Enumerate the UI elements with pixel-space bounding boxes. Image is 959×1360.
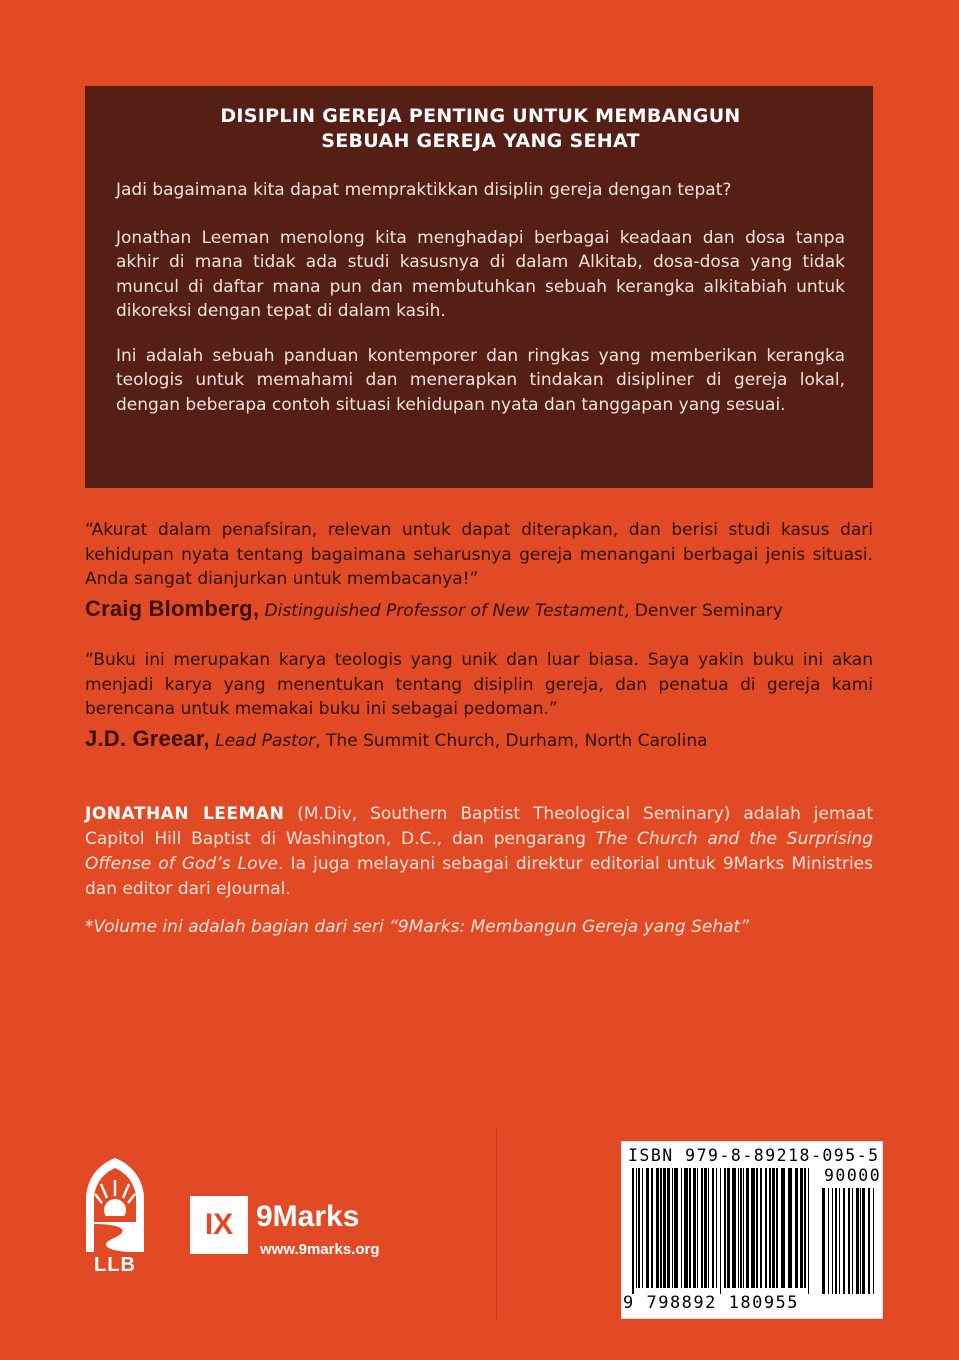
panel-paragraph-2: Ini adalah sebuah panduan kontemporer dan ringkas yang memberikan kerangka teologis untuk memahami dan menerapkan tindakan disipliner di gereja lokal, dengan beberapa contoh situasi kehidupan nyata dan tanggapan yang sesuai. xyxy=(116,345,845,415)
endorsement-attribution xyxy=(85,726,873,752)
endorsement-1 xyxy=(85,518,873,622)
isbn-number: ISBN 979-8-89218-095-5 xyxy=(628,1146,880,1165)
endorsement-quote: “Buku ini merupakan karya teologis yang unik dan luar biasa. Saya yakin buku ini akan menjadi karya yang menentukan tentang disiplin gereja, dan penatua di gereja kami berencana untuk memakai buku ini sebagai pedoman.” xyxy=(85,650,873,719)
panel-title-line-2: SEBUAH GEREJA YANG SEHAT xyxy=(321,130,640,152)
endorsement-quote: “Akurat dalam penafsiran, relevan untuk dapat diterapkan, dan berisi studi kasus dari kehidupan nyata tentang bagaimana seharusnya gereja menangani berbagai jenis situasi. Anda sangat dianjurkan untuk membacanya!” xyxy=(85,520,873,589)
vertical-divider xyxy=(496,1127,497,1320)
panel-paragraph-1: Jonathan Leeman menolong kita menghadapi berbagai keadaan dan dosa tanpa akhir di mana tidak ada studi kasusnya di dalam Alkitab, dosa-dosa yang tidak muncul di daftar mana pun dan membutuhkan sebuah kerangka alkitabiah untuk dikoreksi dengan tepat di dalam kasih. xyxy=(116,227,845,321)
synopsis-panel xyxy=(85,86,873,488)
ean-number: 9 798892 180955 xyxy=(623,1293,800,1313)
endorsement-attribution xyxy=(85,596,873,622)
ninemarks-box: IX xyxy=(190,1196,248,1254)
llb-logo-text: LLB xyxy=(94,1254,136,1276)
endorser-role: Distinguished Professor of New Testament xyxy=(264,600,624,621)
endorser-affiliation: , The Summit Church, Durham, North Carolina xyxy=(315,730,708,751)
author-name: JONATHAN LEEMAN xyxy=(85,804,285,824)
author-bio xyxy=(85,802,873,902)
bio-text-2: . Ia juga melayani sebagai direktur editorial untuk 9Marks Ministries dan editor dari eJournal. xyxy=(85,854,873,899)
endorser-affiliation: , Denver Seminary xyxy=(623,600,783,621)
endorser-name: Craig Blomberg, xyxy=(85,595,260,621)
isbn-barcode xyxy=(621,1141,883,1319)
panel-title-line-1: DISIPLIN GEREJA PENTING UNTUK MEMBANGUN xyxy=(220,105,741,127)
endorser-role: Lead Pastor xyxy=(215,730,316,751)
series-note: *Volume ini adalah bagian dari seri “9Marks: Membangun Gereja yang Sehat” xyxy=(85,917,750,937)
ninemarks-name: 9Marks xyxy=(256,1200,360,1233)
book-title: The Church and the Surprising Offense of God’s Love xyxy=(85,829,873,874)
barcode-addon-number: 90000 xyxy=(824,1166,882,1185)
endorser-name: J.D. Greear, xyxy=(85,725,210,751)
ninemarks-url: www.9marks.org xyxy=(260,1241,380,1258)
panel-title xyxy=(116,104,845,154)
bio-text-1: (M.Div, Southern Baptist Theological Seminary) adalah jemaat Capitol Hill Baptist di Washington, D.C., dan pengarang xyxy=(85,804,874,849)
endorsement-2 xyxy=(85,648,873,752)
panel-intro: Jadi bagaimana kita dapat mempraktikkan disiplin gereja dengan tepat? xyxy=(116,180,732,200)
